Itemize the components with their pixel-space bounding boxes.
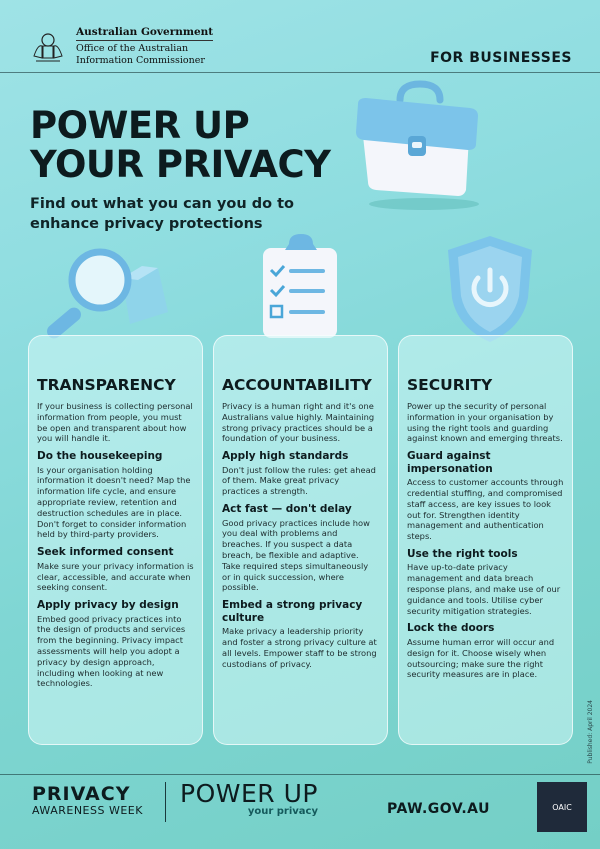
- page-title: [30, 106, 350, 184]
- section-body: Is your organisation holding information it doesn't need? Map the information life cycle, and ensure appropriate review, retention and destruction schedules are in place. Don't forget to consider information held by third-party providers.: [37, 464, 191, 540]
- section-heading: Seek informed consent: [37, 546, 174, 559]
- card-title: ACCOUNTABILITY: [222, 376, 372, 394]
- section-body: Good privacy practices include how you deal with problems and breaches. If you suspect a data breach, be flexible and adaptive. Take required steps simultaneously or in quick succession, where possible.: [222, 517, 370, 593]
- website-link[interactable]: PAW.GOV.AU: [387, 801, 490, 817]
- section-body: Don't just follow the rules: get ahead of them. Make great privacy practices a strength.: [222, 464, 376, 497]
- shield-icon: [440, 232, 540, 347]
- section-heading: Act fast — don't delay: [222, 503, 352, 516]
- power-up-subtitle: your privacy: [247, 806, 318, 817]
- office-line-2: Information Commissioner: [76, 55, 205, 66]
- section-heading: Apply privacy by design: [37, 599, 179, 612]
- section-heading: Embed a strong privacy culture: [222, 599, 363, 624]
- card-title: TRANSPARENCY: [37, 376, 176, 394]
- power-up-logo: [180, 780, 318, 817]
- section-body: Make sure your privacy information is clear, accessible, and accurate when seeking consent.: [37, 560, 194, 593]
- office-line-1: Office of the Australian: [76, 43, 189, 54]
- footer-divider: [0, 774, 600, 775]
- government-text: [76, 26, 213, 67]
- privacy-awareness-week-logo: [32, 784, 143, 818]
- oaic-logo: OAIC: [537, 782, 587, 832]
- section-body: Make privacy a leadership priority and foster a strong privacy culture at all levels. Empower staff to be strong custodians of privacy.: [222, 626, 377, 669]
- card-intro: If your business is collecting personal information from people, you must be open and transparent about how you will handle it.: [37, 401, 193, 444]
- header-divider: [0, 72, 600, 73]
- power-up-title: POWER UP: [180, 779, 318, 808]
- paw-week-text: AWARENESS WEEK: [32, 804, 143, 817]
- section-heading: Guard against impersonation: [407, 450, 493, 475]
- section-body: Embed good privacy practices into the design of products and services from the beginning. Privacy impact assessments will help you adopt a privacy by design approach, including when looking at new technologies.: [37, 613, 186, 689]
- section-heading: Lock the doors: [407, 622, 495, 635]
- government-header: [28, 26, 213, 67]
- title-line-1: POWER UP: [30, 104, 250, 147]
- briefcase-icon: [340, 62, 500, 212]
- section-body: Assume human error will occur and design for it. Choose wisely when outsourcing; make sure the right security measures are in place.: [407, 636, 555, 680]
- government-name: Australian Government: [76, 26, 213, 41]
- page-subtitle: Find out what you can you do to enhance privacy protections: [30, 196, 294, 232]
- card-security: [398, 335, 573, 745]
- section-heading: Do the housekeeping: [37, 450, 163, 463]
- card-accountability: [213, 335, 388, 745]
- audience-tag: FOR BUSINESSES: [430, 50, 572, 66]
- section-heading: Apply high standards: [222, 450, 349, 463]
- card-transparency: [28, 335, 203, 745]
- paw-privacy-word: PRIVACY: [32, 783, 131, 805]
- published-date: Published: April 2024: [587, 700, 594, 764]
- section-body: Have up-to-date privacy management and data breach response plans, and make use of our guidance and tools. Utilise cyber security mitigation strategies.: [407, 562, 561, 616]
- title-line-2: YOUR PRIVACY: [30, 143, 331, 186]
- logo-divider: [165, 782, 166, 822]
- section-heading: Use the right tools: [407, 547, 518, 560]
- coat-of-arms-icon: [28, 26, 68, 66]
- card-title: SECURITY: [407, 376, 493, 394]
- checklist-icon: [255, 234, 350, 344]
- card-intro: Privacy is a human right and it's one Australians value highly. Maintaining strong privacy practices should be a foundation of your business.: [222, 401, 375, 444]
- card-intro: Power up the security of personal information in your organisation by using the right tools and guarding against known and emerging threats.: [407, 401, 563, 444]
- section-body: Access to customer accounts through credential stuffing, and compromised staff access, are key issues to look out for. Strengthen identity management and authentication steps.: [407, 477, 564, 542]
